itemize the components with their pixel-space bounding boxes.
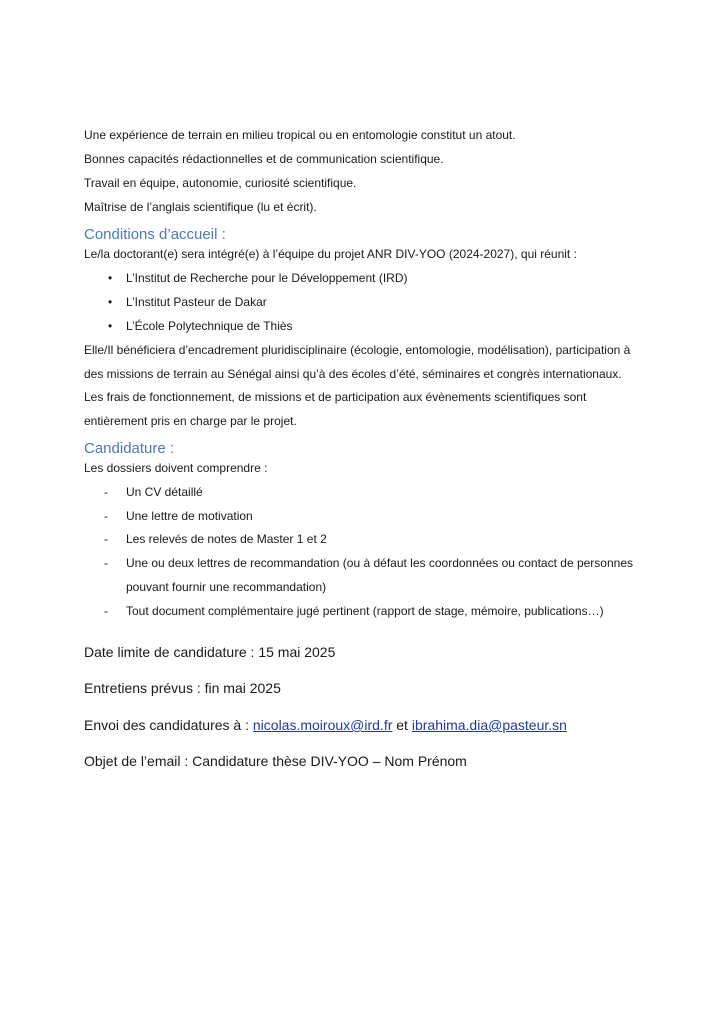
intro-line-3: Travail en équipe, autonomie, curiosité scientifique. bbox=[84, 176, 357, 190]
email-link-pasteur[interactable]: ibrahima.dia@pasteur.sn bbox=[411, 717, 567, 733]
conditions-lead: Le/la doctorant(e) sera intégré(e) à l’équipe du projet ANR DIV-YOO (2024-2027), qui réunit : bbox=[84, 247, 577, 261]
required-document-item: Un CV détaillé bbox=[126, 485, 203, 499]
and-connector: et bbox=[392, 717, 412, 733]
partner-item: L’Institut Pasteur de Dakar bbox=[126, 295, 267, 309]
required-document-item: Une ou deux lettres de recommandation (ou à défaut les coordonnées ou contact de personnes bbox=[126, 556, 633, 570]
dash-marker: - bbox=[104, 604, 108, 618]
send-applications-line bbox=[84, 716, 567, 734]
intro-line-4: Maîtrise de l’anglais scientifique (lu et écrit). bbox=[84, 200, 317, 214]
send-prefix: Envoi des candidatures à : bbox=[84, 717, 253, 733]
partner-item: L’École Polytechnique de Thiès bbox=[126, 319, 293, 333]
bullet-marker: • bbox=[108, 271, 113, 285]
bullet-marker: • bbox=[108, 319, 113, 333]
required-document-item: Les relevés de notes de Master 1 et 2 bbox=[126, 532, 327, 546]
email-link-ird[interactable]: nicolas.moiroux@ird.fr bbox=[252, 717, 393, 733]
required-document-item-continuation: pouvant fournir une recommandation) bbox=[126, 580, 327, 594]
conditions-para2-line1: Les frais de fonctionnement, de missions et de participation aux évènements scientifiques sont bbox=[84, 390, 587, 404]
required-document-item: Tout document complémentaire jugé pertinent (rapport de stage, mémoire, publications…) bbox=[126, 604, 604, 618]
partner-item: L’Institut de Recherche pour le Développement (IRD) bbox=[126, 271, 408, 285]
intro-line-1: Une expérience de terrain en milieu tropical ou en entomologie constitut un atout. bbox=[84, 128, 516, 142]
conditions-para2-line2: entièrement pris en charge par le projet. bbox=[84, 414, 297, 428]
dash-marker: - bbox=[104, 485, 108, 499]
dash-marker: - bbox=[104, 556, 108, 570]
required-document-item: Une lettre de motivation bbox=[126, 509, 253, 523]
conditions-para1-line2: des missions de terrain au Sénégal ainsi qu’à des écoles d’été, séminaires et congrès internationaux. bbox=[84, 367, 622, 381]
candidature-lead: Les dossiers doivent comprendre : bbox=[84, 461, 268, 475]
interviews-line: Entretiens prévus : fin mai 2025 bbox=[84, 680, 281, 696]
bullet-marker: • bbox=[108, 295, 113, 309]
candidature-heading: Candidature : bbox=[84, 440, 175, 457]
deadline-line: Date limite de candidature : 15 mai 2025 bbox=[84, 644, 336, 660]
intro-line-2: Bonnes capacités rédactionnelles et de communication scientifique. bbox=[84, 152, 444, 166]
dash-marker: - bbox=[104, 509, 108, 523]
email-subject-line: Objet de l’email : Candidature thèse DIV-YOO – Nom Prénom bbox=[84, 753, 467, 769]
conditions-para1-line1: Elle/Il bénéficiera d’encadrement pluridisciplinaire (écologie, entomologie, modélisation), participation à bbox=[84, 343, 631, 357]
dash-marker: - bbox=[104, 532, 108, 546]
conditions-heading: Conditions d’accueil : bbox=[84, 226, 226, 243]
